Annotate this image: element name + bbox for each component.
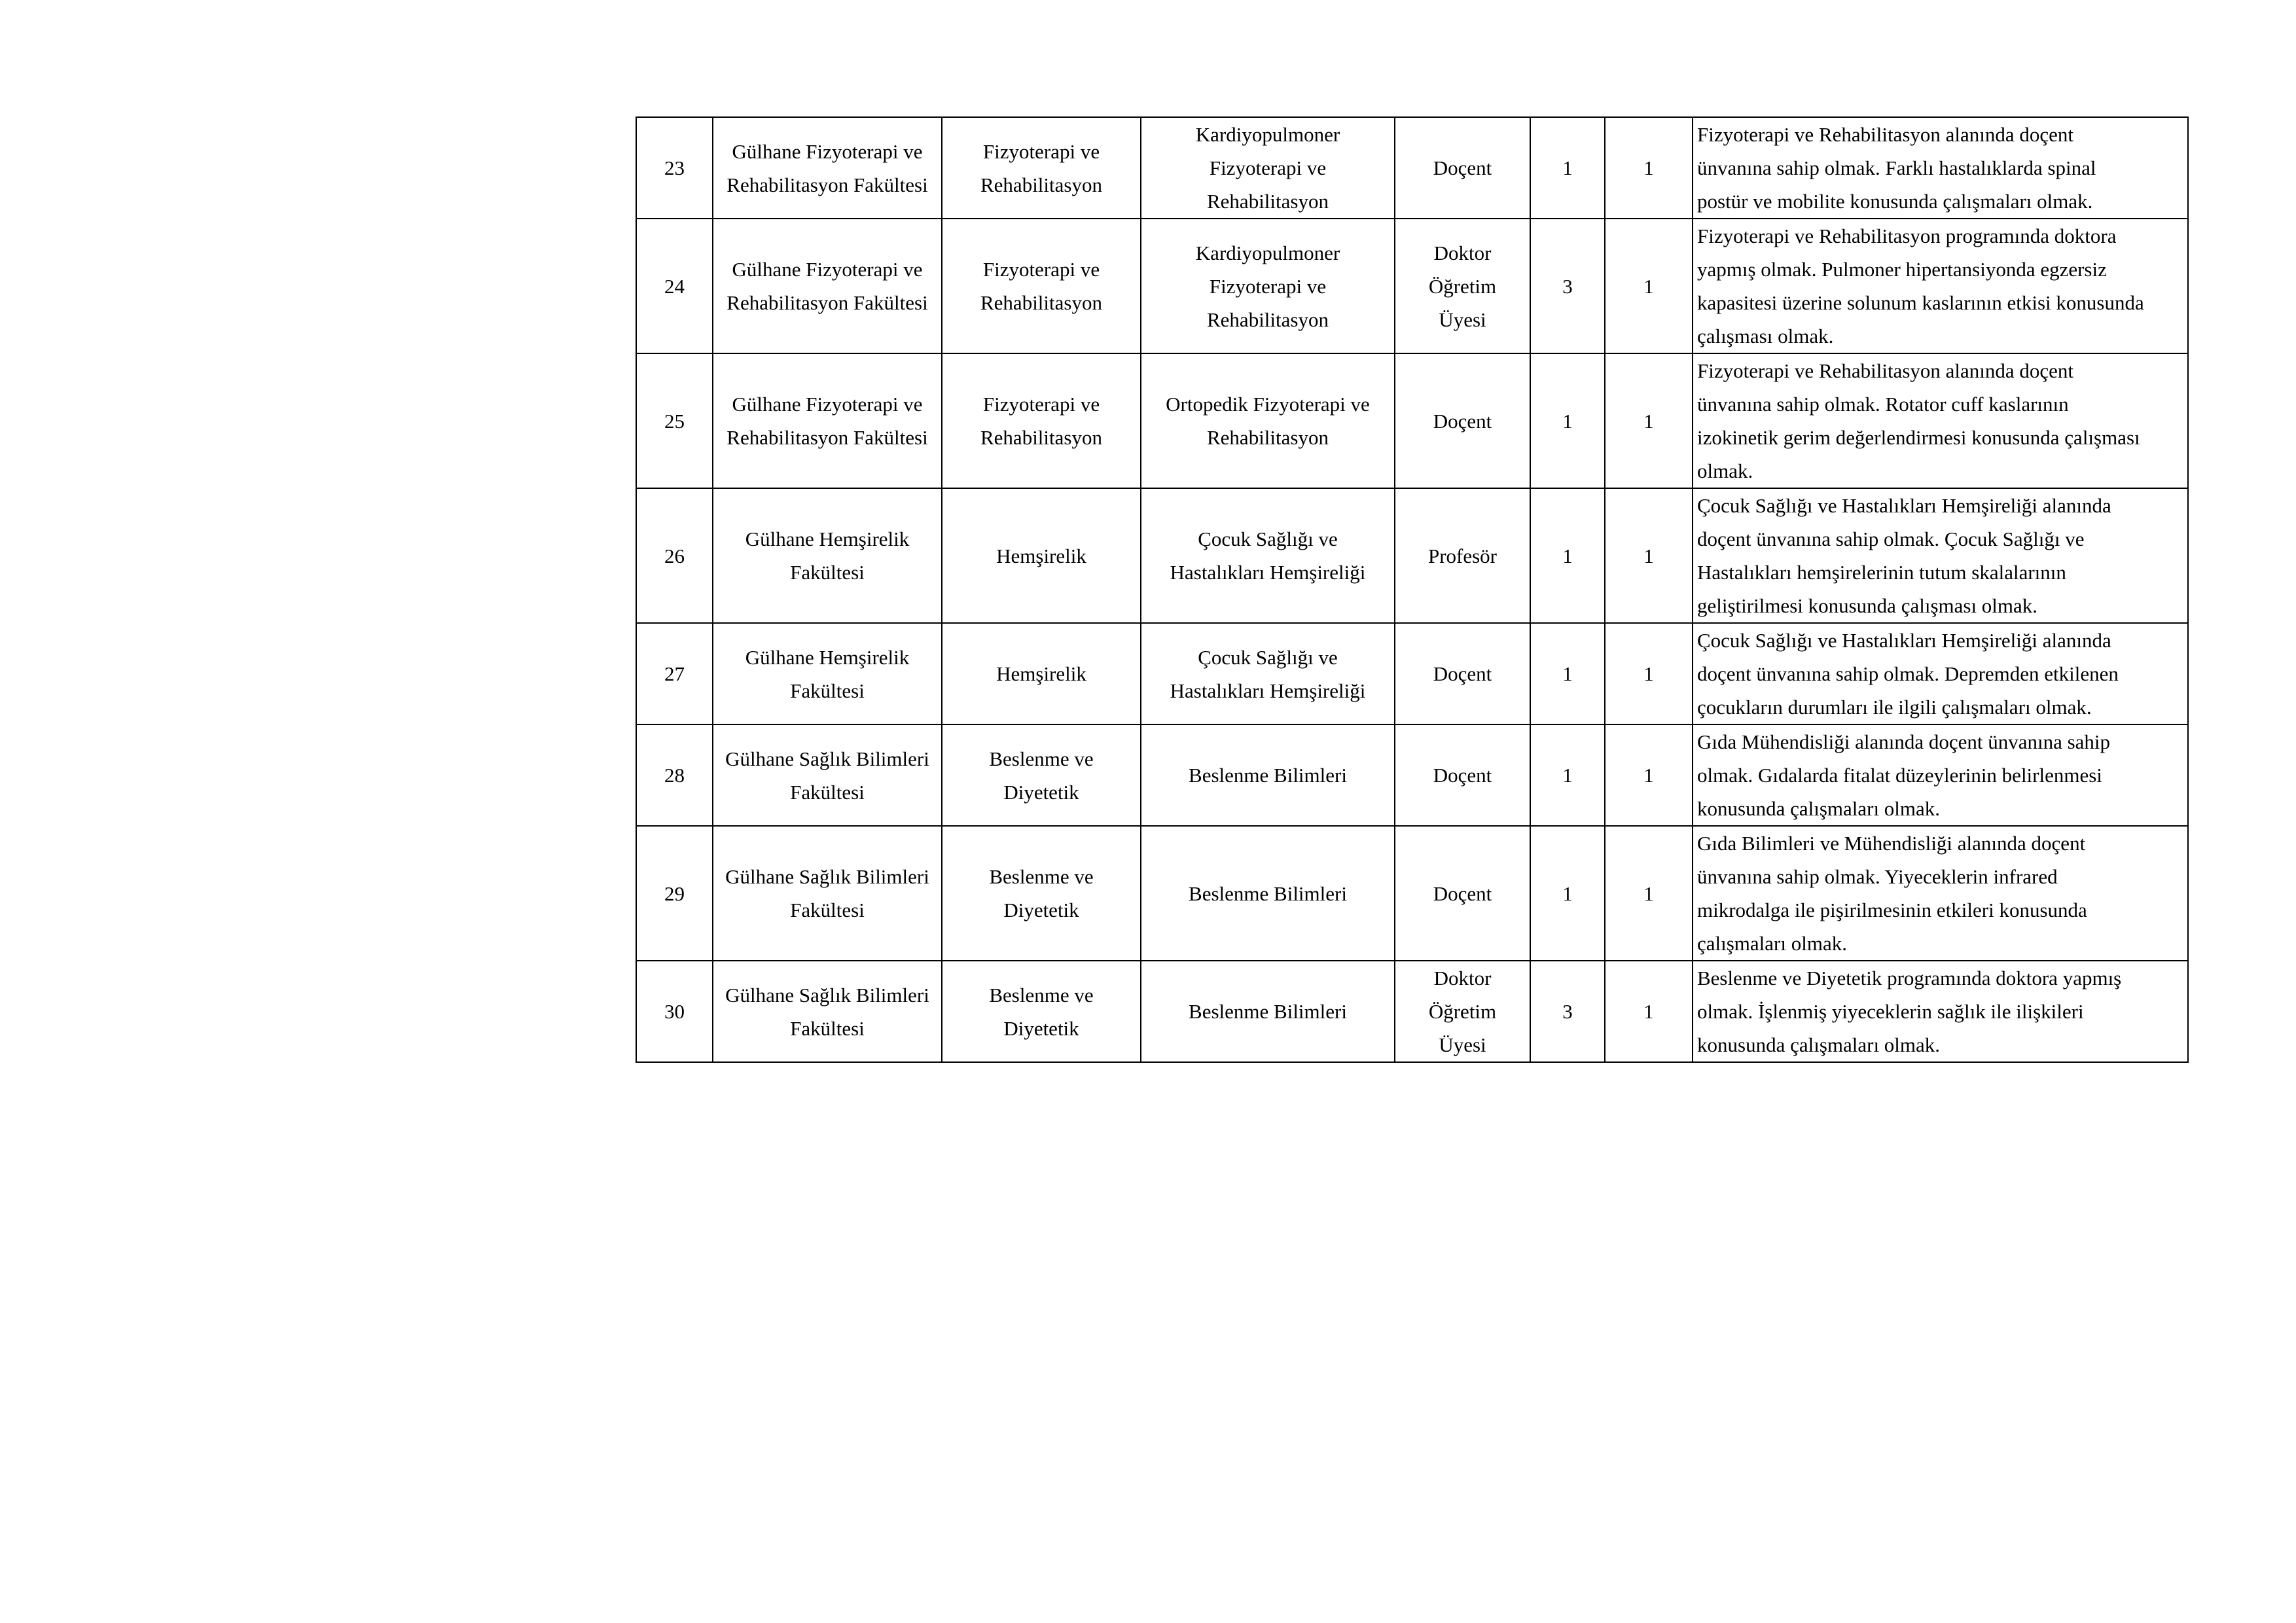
faculty-cell [713,826,942,961]
academic-title-line: Öğretim [1428,1000,1497,1023]
department-line: Rehabilitasyon [980,291,1102,314]
row-number-cell [636,219,713,353]
field-line: Rehabilitasyon [1207,308,1329,331]
academic-title-line: Doktor [1433,241,1492,264]
field-line: Beslenme Bilimleri [1189,764,1347,787]
faculty-line: Rehabilitasyon Fakültesi [726,426,928,449]
table-row [636,961,2188,1062]
academic-title-line: Doçent [1433,156,1492,179]
row-number-cell [636,724,713,826]
academic-title-line: Üyesi [1439,308,1486,331]
department-line: Diyetetik [1003,1016,1079,1040]
field-line: Hastalıkları Hemşireliği [1170,679,1366,702]
count-cell [1530,353,1605,488]
faculty-cell [713,219,942,353]
table-row [636,724,2188,826]
table-row [636,488,2188,623]
count-text: 1 [1562,882,1573,905]
count-cell [1605,488,1693,623]
row-number-text: 24 [664,274,685,298]
table-row [636,117,2188,219]
count-text: 3 [1562,274,1573,298]
row-number-cell [636,117,713,219]
faculty-line: Rehabilitasyon Fakültesi [726,291,928,314]
requirements-line: ünvanına sahip olmak. Farklı hastalıklarda spinal [1697,156,2096,179]
requirements-line: ünvanına sahip olmak. Yiyeceklerin infrared [1697,865,2058,888]
count-text: 3 [1562,1000,1573,1023]
field-cell [1141,219,1395,353]
field-line: Beslenme Bilimleri [1189,1000,1347,1023]
table-row [636,826,2188,961]
row-number-cell [636,826,713,961]
requirements-line: yapmış olmak. Pulmoner hipertansiyonda egzersiz [1697,258,2107,281]
requirements-cell [1693,826,2188,961]
department-line: Beslenme ve [989,983,1094,1007]
count-text: 1 [1562,156,1573,179]
field-cell [1141,961,1395,1062]
department-cell [942,623,1141,724]
department-line: Hemşirelik [996,662,1086,685]
academic-title-cell [1395,961,1530,1062]
requirements-line: doçent ünvanına sahip olmak. Depremden etkilenen [1697,662,2119,685]
count-text: 1 [1562,544,1573,567]
faculty-line: Gülhane Hemşirelik [745,645,910,669]
academic-title-line: Profesör [1427,544,1498,567]
department-cell [942,117,1141,219]
department-line: Beslenme ve [989,865,1094,888]
faculty-line: Fakültesi [790,679,865,702]
count-cell [1530,219,1605,353]
table-row [636,623,2188,724]
department-line: Rehabilitasyon [980,426,1102,449]
academic-title-line: Doçent [1433,764,1492,787]
academic-title-cell [1395,117,1530,219]
requirements-line: postür ve mobilite konusunda çalışmaları olmak. [1697,190,2093,213]
requirements-line: Beslenme ve Diyetetik programında doktora yapmış [1697,967,2122,990]
field-line: Çocuk Sağlığı ve [1198,527,1338,550]
field-line: Rehabilitasyon [1207,190,1329,213]
row-number-text: 25 [664,409,685,433]
requirements-line: Fizyoterapi ve Rehabilitasyon programında doktora [1697,224,2117,247]
department-cell [942,488,1141,623]
count-cell [1530,826,1605,961]
count-text: 1 [1562,662,1573,685]
requirements-line: Çocuk Sağlığı ve Hastalıkları Hemşireliği alanında [1697,494,2111,517]
row-number-cell [636,353,713,488]
department-cell [942,724,1141,826]
faculty-line: Gülhane Fizyoterapi ve [732,139,923,163]
academic-title-cell [1395,488,1530,623]
faculty-line: Gülhane Fizyoterapi ve [732,258,923,281]
requirements-line: doçent ünvanına sahip olmak. Çocuk Sağlığı ve [1697,527,2085,550]
row-number-cell [636,623,713,724]
field-line: Kardiyopulmoner [1195,123,1340,146]
requirements-line: çalışmaları olmak. [1697,932,1847,955]
row-number-text: 29 [664,882,685,905]
department-line: Hemşirelik [996,544,1086,567]
field-cell [1141,724,1395,826]
department-cell [942,353,1141,488]
faculty-line: Gülhane Sağlık Bilimleri [725,865,929,888]
department-cell [942,219,1141,353]
count-cell [1530,961,1605,1062]
requirements-line: olmak. Gıdalarda fitalat düzeylerinin belirlenmesi [1697,764,2102,787]
requirements-line: olmak. [1697,459,1753,482]
faculty-line: Gülhane Sağlık Bilimleri [725,983,929,1007]
academic-title-line: Üyesi [1439,1033,1486,1056]
requirements-line: Gıda Bilimleri ve Mühendisliği alanında doçent [1697,832,2086,855]
field-line: Rehabilitasyon [1207,426,1329,449]
count-cell [1605,961,1693,1062]
academic-title-line: Öğretim [1428,274,1497,298]
position-table [636,116,2189,1063]
row-number-cell [636,488,713,623]
count-text: 1 [1643,882,1654,905]
requirements-line: çalışması olmak. [1697,325,1834,348]
requirements-line: Fizyoterapi ve Rehabilitasyon alanında doçent [1697,359,2074,382]
field-cell [1141,353,1395,488]
department-line: Fizyoterapi ve [982,139,1100,163]
academic-title-cell [1395,826,1530,961]
count-text: 1 [1562,409,1573,433]
count-cell [1530,623,1605,724]
academic-title-line: Doçent [1433,409,1492,433]
academic-title-cell [1395,219,1530,353]
faculty-cell [713,488,942,623]
requirements-cell [1693,353,2188,488]
requirements-cell [1693,623,2188,724]
requirements-line: olmak. İşlenmiş yiyeceklerin sağlık ile ilişkileri [1697,1000,2084,1023]
row-number-text: 30 [664,1000,685,1023]
table-body [636,117,2188,1062]
requirements-line: ünvanına sahip olmak. Rotator cuff kaslarının [1697,393,2069,416]
department-line: Beslenme ve [989,747,1094,770]
row-number-text: 26 [664,544,685,567]
academic-title-line: Doçent [1433,662,1492,685]
field-line: Kardiyopulmoner [1195,241,1340,264]
count-text: 1 [1643,156,1654,179]
row-number-text: 23 [664,156,685,179]
count-cell [1605,117,1693,219]
department-line: Fizyoterapi ve [982,258,1100,281]
field-cell [1141,623,1395,724]
requirements-line: mikrodalga ile pişirilmesinin etkileri konusunda [1697,899,2087,921]
count-cell [1530,488,1605,623]
count-text: 1 [1643,544,1654,567]
academic-title-line: Doçent [1433,882,1492,905]
field-line: Beslenme Bilimleri [1189,882,1347,905]
field-line: Ortopedik Fizyoterapi ve [1166,393,1370,416]
faculty-cell [713,623,942,724]
faculty-line: Fakültesi [790,561,865,584]
count-cell [1605,219,1693,353]
requirements-cell [1693,724,2188,826]
requirements-line: çocukların durumları ile ilgili çalışmaları olmak. [1697,696,2092,719]
field-cell [1141,826,1395,961]
requirements-line: konusunda çalışmaları olmak. [1697,797,1941,820]
department-line: Rehabilitasyon [980,173,1102,196]
requirements-line: Hastalıkları hemşirelerinin tutum skalalarının [1697,561,2066,584]
count-cell [1605,826,1693,961]
field-line: Çocuk Sağlığı ve [1198,645,1338,669]
count-cell [1605,353,1693,488]
faculty-cell [713,961,942,1062]
count-text: 1 [1643,764,1654,787]
requirements-line: geliştirilmesi konusunda çalışması olmak. [1697,594,2038,617]
field-cell [1141,488,1395,623]
faculty-cell [713,353,942,488]
count-text: 1 [1643,274,1654,298]
field-cell [1141,117,1395,219]
requirements-line: Çocuk Sağlığı ve Hastalıkları Hemşireliği alanında [1697,629,2111,652]
row-number-text: 28 [664,764,685,787]
academic-title-cell [1395,353,1530,488]
field-line: Fizyoterapi ve [1209,274,1327,298]
row-number-cell [636,961,713,1062]
count-text: 1 [1643,409,1654,433]
count-text: 1 [1643,1000,1654,1023]
count-text: 1 [1562,764,1573,787]
requirements-line: izokinetik gerim değerlendirmesi konusunda çalışması [1697,426,2140,449]
field-line: Hastalıkları Hemşireliği [1170,561,1366,584]
table-row [636,219,2188,353]
requirements-cell [1693,219,2188,353]
faculty-line: Fakültesi [790,1016,865,1040]
academic-title-cell [1395,623,1530,724]
requirements-line: kapasitesi üzerine solunum kaslarının etkisi konusunda [1697,291,2144,314]
academic-title-cell [1395,724,1530,826]
requirements-line: Gıda Mühendisliği alanında doçent ünvanına sahip [1697,730,2111,753]
faculty-cell [713,117,942,219]
department-cell [942,961,1141,1062]
faculty-cell [713,724,942,826]
faculty-line: Rehabilitasyon Fakültesi [726,173,928,196]
faculty-line: Fakültesi [790,899,865,921]
row-number-text: 27 [664,662,685,685]
table-row [636,353,2188,488]
field-line: Fizyoterapi ve [1209,156,1327,179]
count-cell [1530,724,1605,826]
faculty-line: Gülhane Fizyoterapi ve [732,393,923,416]
department-cell [942,826,1141,961]
department-line: Diyetetik [1003,780,1079,804]
count-cell [1530,117,1605,219]
count-cell [1605,724,1693,826]
count-cell [1605,623,1693,724]
requirements-cell [1693,961,2188,1062]
requirements-line: konusunda çalışmaları olmak. [1697,1033,1941,1056]
count-text: 1 [1643,662,1654,685]
requirements-cell [1693,117,2188,219]
faculty-line: Gülhane Sağlık Bilimleri [725,747,929,770]
department-line: Fizyoterapi ve [982,393,1100,416]
requirements-line: Fizyoterapi ve Rehabilitasyon alanında doçent [1697,123,2074,146]
department-line: Diyetetik [1003,899,1079,921]
requirements-cell [1693,488,2188,623]
academic-title-line: Doktor [1433,967,1492,990]
faculty-line: Gülhane Hemşirelik [745,527,910,550]
faculty-line: Fakültesi [790,780,865,804]
